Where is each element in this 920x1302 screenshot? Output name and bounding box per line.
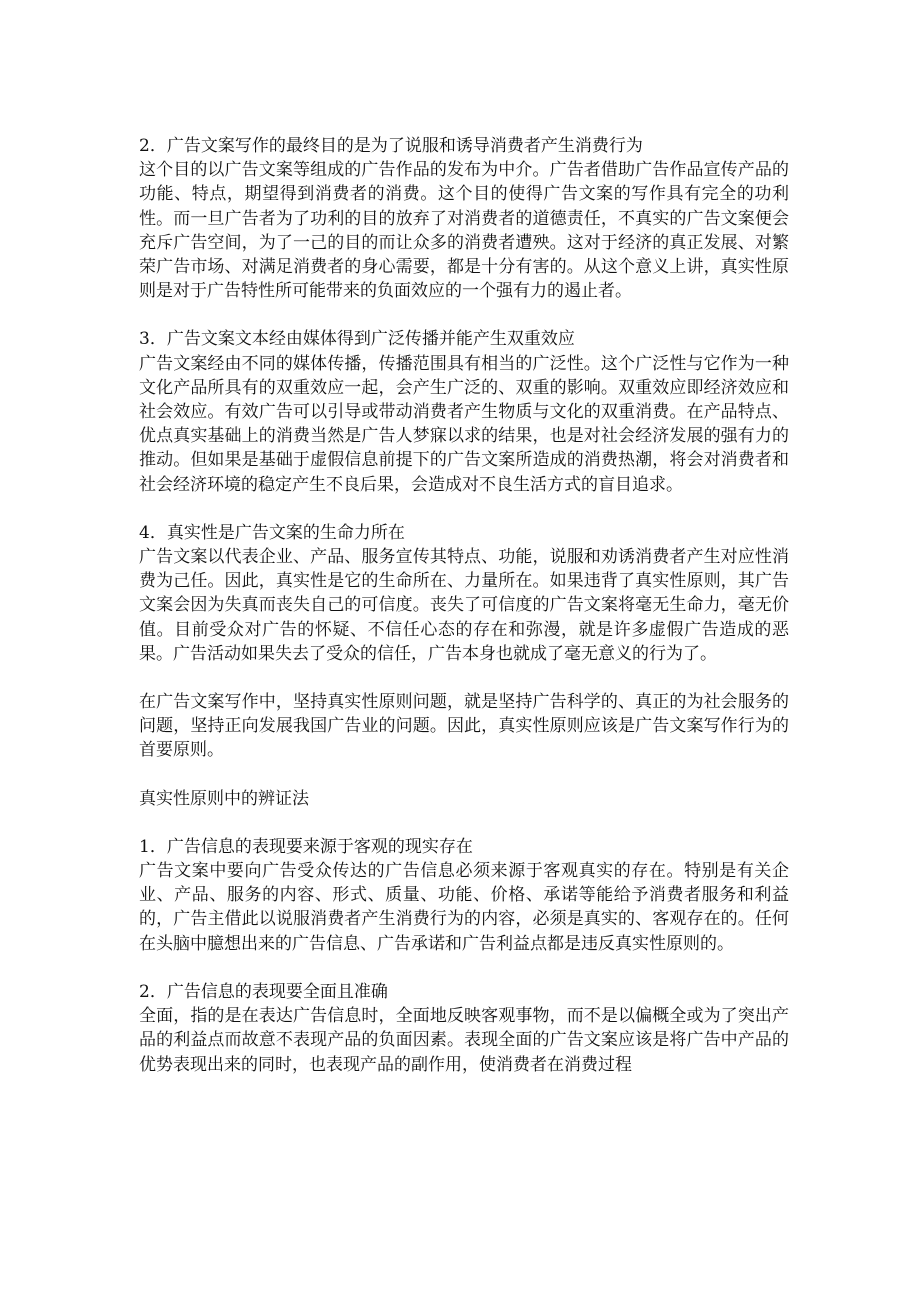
dialectics-2-heading: 2．广告信息的表现要全面且准确 — [139, 981, 388, 1002]
paragraph-gap — [139, 763, 789, 787]
section-2-heading: 2．广告文案写作的最终目的是为了说服和诱导消费者产生消费行为 — [139, 136, 643, 156]
dialectics-title: 真实性原则中的辨证法 — [139, 788, 309, 809]
section-4-heading: 4．真实性是广告文案的生命力所在 — [139, 522, 405, 543]
paragraph-gap — [139, 497, 789, 521]
document-page — [139, 134, 789, 1077]
section-3-heading: 3．广告文案文本经由媒体得到广泛传播并能产生双重效应 — [139, 329, 575, 350]
dialectics-2-body: 全面，指的是在表达广告信息时，全面地反映客观事物，而不是以偏概全或为了突出产品的利益点而故意不表现产品的负面因素。表现全面的广告文案应该是将广告中产品的优势表现出来的同时，也表现产品的副作用，使消费者在消费过程 — [139, 1006, 789, 1075]
section-4-body: 广告文案以代表企业、产品、服务宣传其特点、功能，说服和劝诱消费者产生对应性消费为己任。因此，真实性是它的生命所在、力量所在。如果违背了真实性原则，其广告文案会因为失真而丧失自己的可信度。丧失了可信度的广告文案将毫无生命力，毫无价值。目前受众对广告的怀疑、不信任心态的存在和弥漫，就是许多虚假广告造成的恶果。广告活动如果失去了受众的信任，广告本身也就成了毫无意义的行为了。 — [139, 547, 789, 664]
dialectics-1-body: 广告文案中要向广告受众传达的广告信息必须来源于客观真实的存在。特别是有关企业、产品、服务的内容、形式、质量、功能、价格、承诺等能给予消费者服务和利益的，广告主借此以说服消费者产生消费行为的内容，必须是真实的、客观存在的。任何在头脑中臆想出来的广告信息、广告承诺和广告利益点都是违反真实性原则的。 — [139, 861, 789, 954]
paragraph-gap — [139, 956, 789, 980]
dialectics-1-heading: 1．广告信息的表现要来源于客观的现实存在 — [139, 836, 473, 857]
paragraph-gap — [139, 811, 789, 835]
section-3-body: 广告文案经由不同的媒体传播，传播范围具有相当的广泛性。这个广泛性与它作为一种文化产品所具有的双重效应一起，会产生广泛的、双重的影响。双重效应即经济效应和社会效应。有效广告可以引导或带动消费者产生物质与文化的双重消费。在产品特点、优点真实基础上的消费当然是广告人梦寐以求的结果，也是对社会经济发展的强有力的推动。但如果是基础于虚假信息前提下的广告文案所造成的消费热潮，将会对消费者和社会经济环境的稳定产生不良后果，会造成对不良生活方式的盲目追求。 — [139, 353, 789, 495]
paragraph-gap — [139, 303, 789, 327]
conclusion-paragraph: 在广告文案写作中，坚持真实性原则问题，就是坚持广告科学的、真正的为社会服务的问题，坚持正向发展我国广告业的问题。因此，真实性原则应该是广告文案写作行为的首要原则。 — [139, 692, 789, 761]
paragraph-gap — [139, 666, 789, 690]
section-2-body: 这个目的以广告文案等组成的广告作品的发布为中介。广告者借助广告作品宣传产品的功能、特点，期望得到消费者的消费。这个目的使得广告文案的写作具有完全的功利性。而一旦广告者为了功利的目的放弃了对消费者的道德责任，不真实的广告文案便会充斥广告空间，为了一己的目的而让众多的消费者遭殃。这对于经济的真正发展、对繁荣广告市场、对满足消费者的身心需要，都是十分有害的。从这个意义上讲，真实性原则是对于广告特性所可能带来的负面效应的一个强有力的遏止者。 — [139, 160, 789, 302]
